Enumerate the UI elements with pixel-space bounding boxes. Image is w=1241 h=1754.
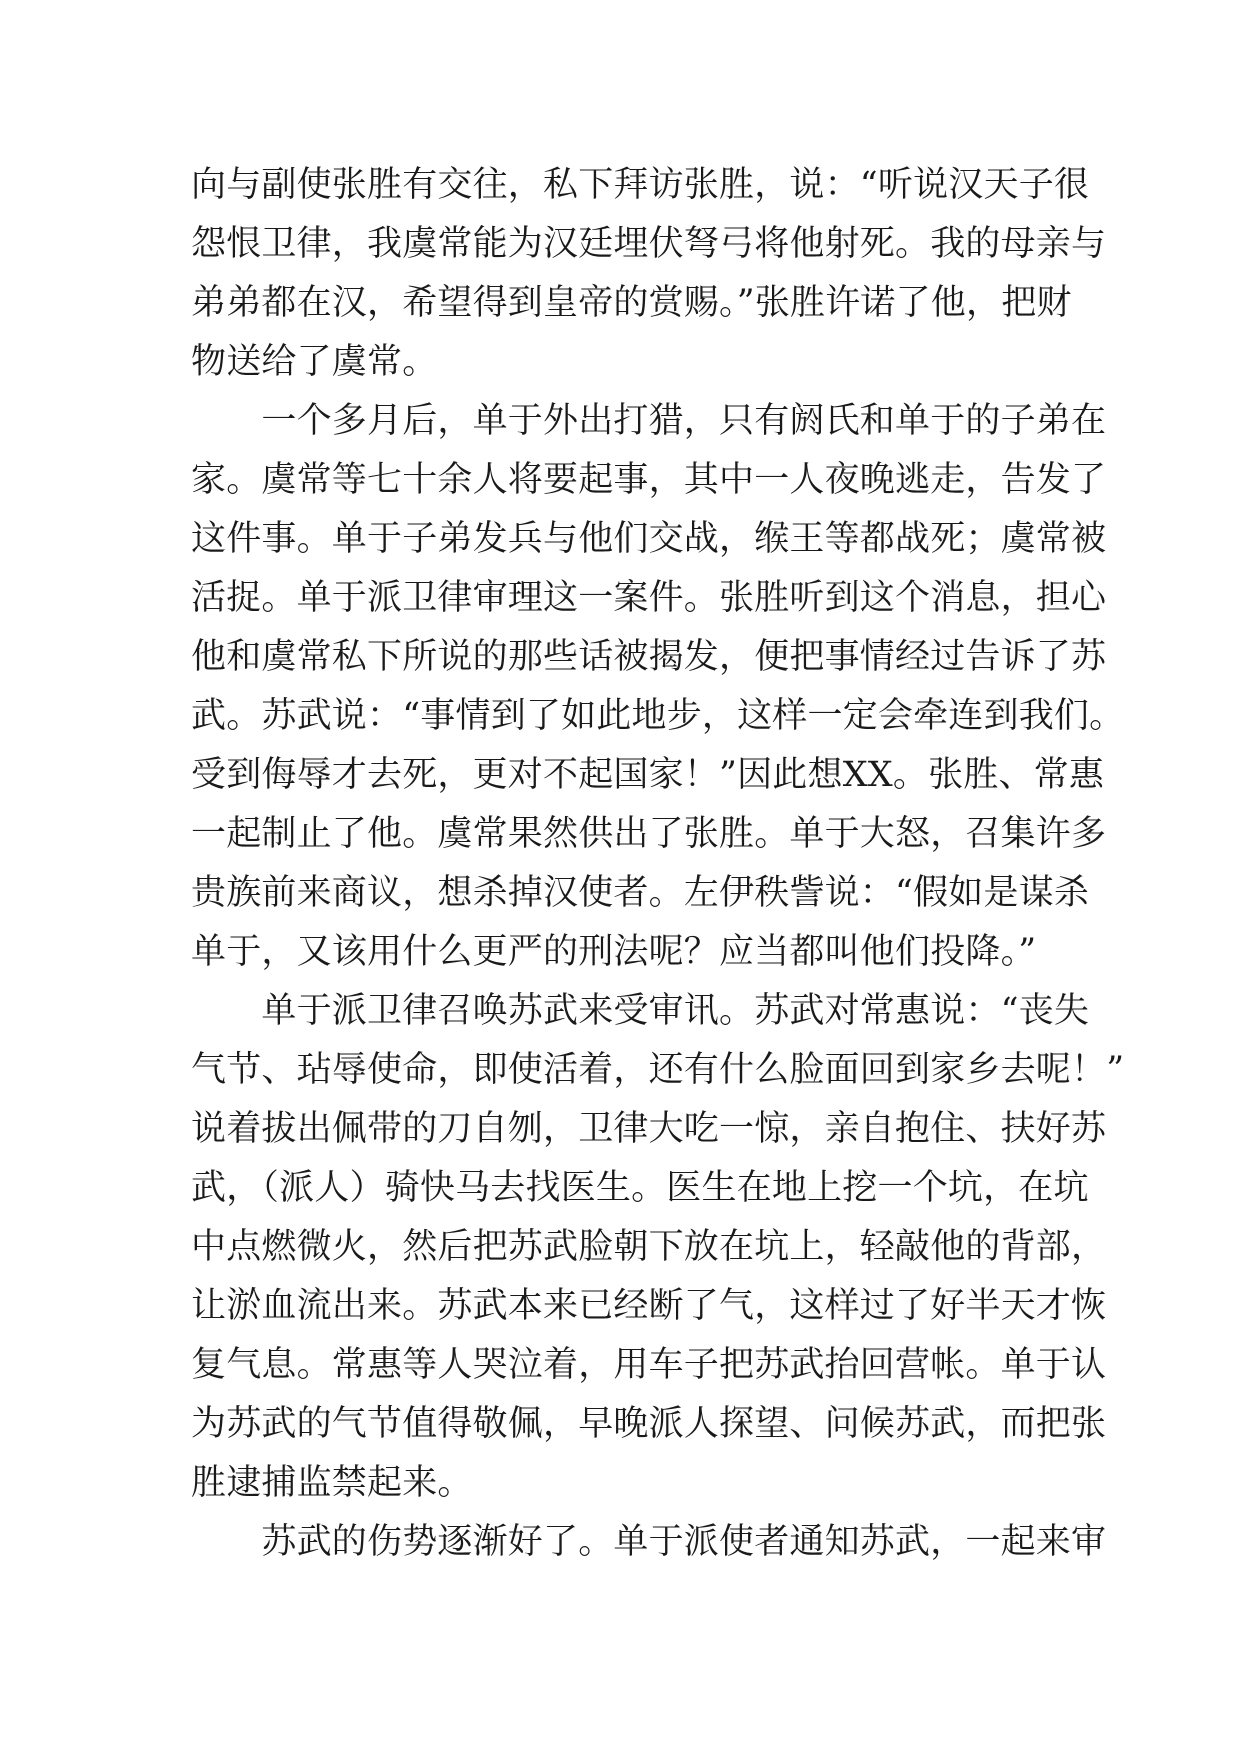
text-line: 气节、玷辱使命，即使活着，还有什么脸面回到家乡去呢！” bbox=[191, 1050, 1125, 1090]
document-body bbox=[191, 156, 1125, 1572]
text-line: 中点燃微火，然后把苏武脸朝下放在坑上，轻敲他的背部， bbox=[191, 1227, 1107, 1267]
text-line: 为苏武的气节值得敬佩，早晚派人探望、问候苏武，而把张 bbox=[191, 1404, 1107, 1444]
text-line: 物送给了虞常。 bbox=[191, 342, 438, 382]
text-line: 武。苏武说：“事情到了如此地步，这样一定会牵连到我们。 bbox=[191, 696, 1125, 736]
text-line: 单于，又该用什么更严的刑法呢？应当都叫他们投降。” bbox=[191, 932, 1037, 972]
text-line: 他和虞常私下所说的那些话被揭发，便把事情经过告诉了苏 bbox=[191, 637, 1107, 677]
text-line: 一起制止了他。虞常果然供出了张胜。单于大怒，召集许多 bbox=[191, 814, 1107, 854]
text-line: 武，（派人）骑快马去找医生。医生在地上挖一个坑，在坑 bbox=[191, 1168, 1089, 1208]
text-line: 贵族前来商议，想杀掉汉使者。左伊秩訾说：“假如是谋杀 bbox=[191, 873, 1090, 913]
text-line: 这件事。单于子弟发兵与他们交战，缑王等都战死；虞常被 bbox=[191, 519, 1107, 559]
text-line: 苏武的伤势逐渐好了。单于派使者通知苏武，一起来审 bbox=[191, 1522, 1107, 1562]
text-line: 活捉。单于派卫律审理这一案件。张胜听到这个消息，担心 bbox=[191, 578, 1107, 618]
text-line: 怨恨卫律，我虞常能为汉廷埋伏弩弓将他射死。我的母亲与 bbox=[191, 224, 1107, 264]
text-line: 单于派卫律召唤苏武来受审讯。苏武对常惠说：“丧失 bbox=[191, 991, 1090, 1031]
text-line: 受到侮辱才去死，更对不起国家！”因此想XX。张胜、常惠 bbox=[191, 755, 1105, 795]
text-line: 家。虞常等七十余人将要起事，其中一人夜晚逃走，告发了 bbox=[191, 460, 1107, 500]
text-line: 胜逮捕监禁起来。 bbox=[191, 1463, 473, 1503]
text-line: 说着拔出佩带的刀自刎，卫律大吃一惊，亲自抱住、扶好苏 bbox=[191, 1109, 1107, 1149]
text-line: 向与副使张胜有交往，私下拜访张胜，说：“听说汉天子很 bbox=[191, 165, 1090, 205]
text-line: 弟弟都在汉，希望得到皇帝的赏赐。”张胜许诺了他，把财 bbox=[191, 283, 1072, 323]
text-line: 一个多月后，单于外出打猎，只有阏氏和单于的子弟在 bbox=[191, 401, 1107, 441]
text-line: 复气息。常惠等人哭泣着，用车子把苏武抬回营帐。单于认 bbox=[191, 1345, 1107, 1385]
text-line: 让淤血流出来。苏武本来已经断了气，这样过了好半天才恢 bbox=[191, 1286, 1107, 1326]
